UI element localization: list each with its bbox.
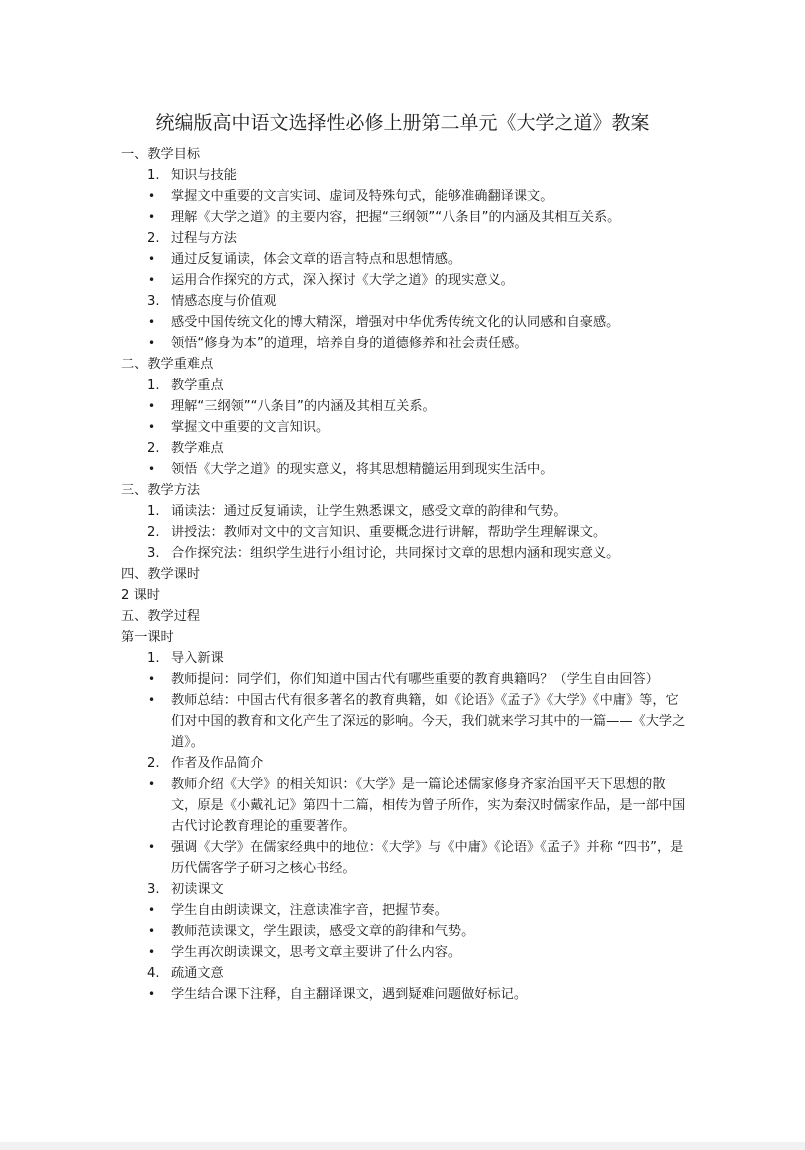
- paragraph: 2 课时: [121, 588, 160, 603]
- numbered-item: [121, 228, 691, 249]
- item-number: 1.: [147, 651, 160, 666]
- item-text: 教学难点: [171, 441, 224, 456]
- bullet-text: 学生结合课下注释，自主翻译课文，遇到疑难问题做好标记。: [171, 987, 528, 1002]
- numbered-item: [121, 879, 691, 900]
- bullet-item: [121, 921, 691, 942]
- item-number: 1.: [147, 504, 160, 519]
- bullet-item: [121, 207, 691, 228]
- item-text: 导入新课: [171, 651, 224, 666]
- bullet-icon: •: [148, 903, 156, 917]
- bullet-item: [121, 186, 691, 207]
- numbered-item: [121, 291, 691, 312]
- bullet-icon: •: [148, 336, 156, 350]
- item-number: 3.: [147, 882, 160, 897]
- item-number: 1.: [147, 168, 160, 183]
- bullet-text: 感受中国传统文化的博大精深，增强对中华优秀传统文化的认同感和自豪感。: [171, 315, 620, 330]
- bullet-icon: •: [148, 399, 156, 413]
- bullet-icon: •: [148, 672, 156, 686]
- bullet-item: [121, 900, 691, 921]
- item-text: 知识与技能: [171, 168, 237, 183]
- item-number: 2.: [147, 441, 160, 456]
- bullet-item: [121, 774, 691, 837]
- bullet-text: 通过反复诵读，体会文章的语言特点和思想情感。: [171, 252, 462, 267]
- item-number: 3.: [147, 294, 160, 309]
- bullet-item: [121, 396, 691, 417]
- item-text: 合作探究法：组织学生进行小组讨论，共同探讨文章的思想内涵和现实意义。: [171, 546, 620, 561]
- item-text: 诵读法：通过反复诵读，让学生熟悉课文，感受文章的韵律和气势。: [171, 504, 567, 519]
- bullet-item: [121, 249, 691, 270]
- item-text: 教学重点: [171, 378, 224, 393]
- bullet-text: 学生自由朗读课文，注意读准字音，把握节奏。: [171, 903, 448, 918]
- bullet-text: 教师总结：中国古代有很多著名的教育典籍，如《论语》《孟子》《大学》《中庸》等，它们对中国的教育和文化产生了深远的影响。今天，我们就来学习其中的一篇——《大学之道》。: [171, 693, 686, 750]
- bullet-item: [121, 417, 691, 438]
- bullet-icon: •: [148, 252, 156, 266]
- bullet-item: [121, 270, 691, 291]
- bullet-icon: •: [148, 987, 156, 1001]
- bullet-text: 学生再次朗读课文，思考文章主要讲了什么内容。: [171, 945, 462, 960]
- bullet-icon: •: [148, 462, 156, 476]
- numbered-item: [121, 753, 691, 774]
- period-label: 第一课时: [121, 630, 174, 645]
- item-text: 作者及作品简介: [171, 756, 264, 771]
- bullet-icon: •: [148, 693, 156, 707]
- bullet-item: [121, 690, 691, 753]
- numbered-item: [121, 522, 691, 543]
- bullet-text: 教师范读课文，学生跟读，感受文章的韵律和气势。: [171, 924, 475, 939]
- item-text: 讲授法：教师对文中的文言知识、重要概念进行讲解，帮助学生理解课文。: [171, 525, 607, 540]
- bullet-text: 强调《大学》在儒家经典中的地位：《大学》与《中庸》《论语》《孟子》并称 “四书”，是历代儒客学子研习之核心书经。: [171, 840, 684, 876]
- bullet-item: [121, 333, 691, 354]
- bullet-text: 领悟《大学之道》的现实意义，将其思想精髓运用到现实生活中。: [171, 462, 554, 477]
- numbered-item: [121, 501, 691, 522]
- numbered-item: [121, 963, 691, 984]
- bullet-item: [121, 312, 691, 333]
- bullet-icon: •: [148, 210, 156, 224]
- section-heading: 三、教学方法: [121, 483, 201, 498]
- bullet-text: 教师提问：同学们，你们知道中国古代有哪些重要的教育典籍吗？（学生自由回答）: [171, 672, 659, 687]
- item-number: 3.: [147, 546, 160, 561]
- bullet-item: [121, 459, 691, 480]
- bullet-item: [121, 837, 691, 879]
- item-number: 2.: [147, 756, 160, 771]
- numbered-item: [121, 165, 691, 186]
- bullet-text: 教师介绍《大学》的相关知识：《大学》是一篇论述儒家修身齐家治国平天下思想的散文，原是《小戴礼记》第四十二篇，相传为曾子所作，实为秦汉时儒家作品，是一部中国古代讨论教育理论的重要著作。: [171, 777, 686, 834]
- section-heading: 一、教学目标: [121, 147, 201, 162]
- bullet-item: [121, 669, 691, 690]
- bullet-icon: •: [148, 840, 156, 854]
- item-text: 疏通文意: [171, 966, 224, 981]
- bullet-icon: •: [148, 420, 156, 434]
- numbered-item: [121, 648, 691, 669]
- section-heading: 四、教学课时: [121, 567, 201, 582]
- bullet-item: [121, 984, 691, 1005]
- item-number: 4.: [147, 966, 160, 981]
- document-body: [121, 144, 691, 1005]
- bullet-text: 理解《大学之道》的主要内容，把握“三纲领”“八条目”的内涵及其相互关系。: [171, 210, 621, 225]
- numbered-item: [121, 438, 691, 459]
- numbered-item: [121, 375, 691, 396]
- bullet-icon: •: [148, 777, 156, 791]
- bullet-icon: •: [148, 945, 156, 959]
- section-heading: 五、教学过程: [121, 609, 201, 624]
- item-text: 过程与方法: [171, 231, 237, 246]
- section-heading: 二、教学重难点: [121, 357, 214, 372]
- item-number: 1.: [147, 378, 160, 393]
- bullet-icon: •: [148, 315, 156, 329]
- item-text: 情感态度与价值观: [171, 294, 277, 309]
- numbered-item: [121, 543, 691, 564]
- bullet-text: 掌握文中重要的文言实词、虚词及特殊句式，能够准确翻译课文。: [171, 189, 554, 204]
- bullet-text: 掌握文中重要的文言知识。: [171, 420, 330, 435]
- bullet-icon: •: [148, 924, 156, 938]
- bullet-item: [121, 942, 691, 963]
- item-number: 2.: [147, 525, 160, 540]
- item-text: 初读课文: [171, 882, 224, 897]
- bullet-text: 领悟“修身为本”的道理，培养自身的道德修养和社会责任感。: [171, 336, 528, 351]
- item-number: 2.: [147, 231, 160, 246]
- bullet-text: 理解“三纲领”“八条目”的内涵及其相互关系。: [171, 399, 436, 414]
- bullet-icon: •: [148, 189, 156, 203]
- bullet-icon: •: [148, 273, 156, 287]
- document-title: 统编版高中语文选择性必修上册第二单元《大学之道》教案: [155, 112, 650, 134]
- bullet-text: 运用合作探究的方式，深入探讨《大学之道》的现实意义。: [171, 273, 514, 288]
